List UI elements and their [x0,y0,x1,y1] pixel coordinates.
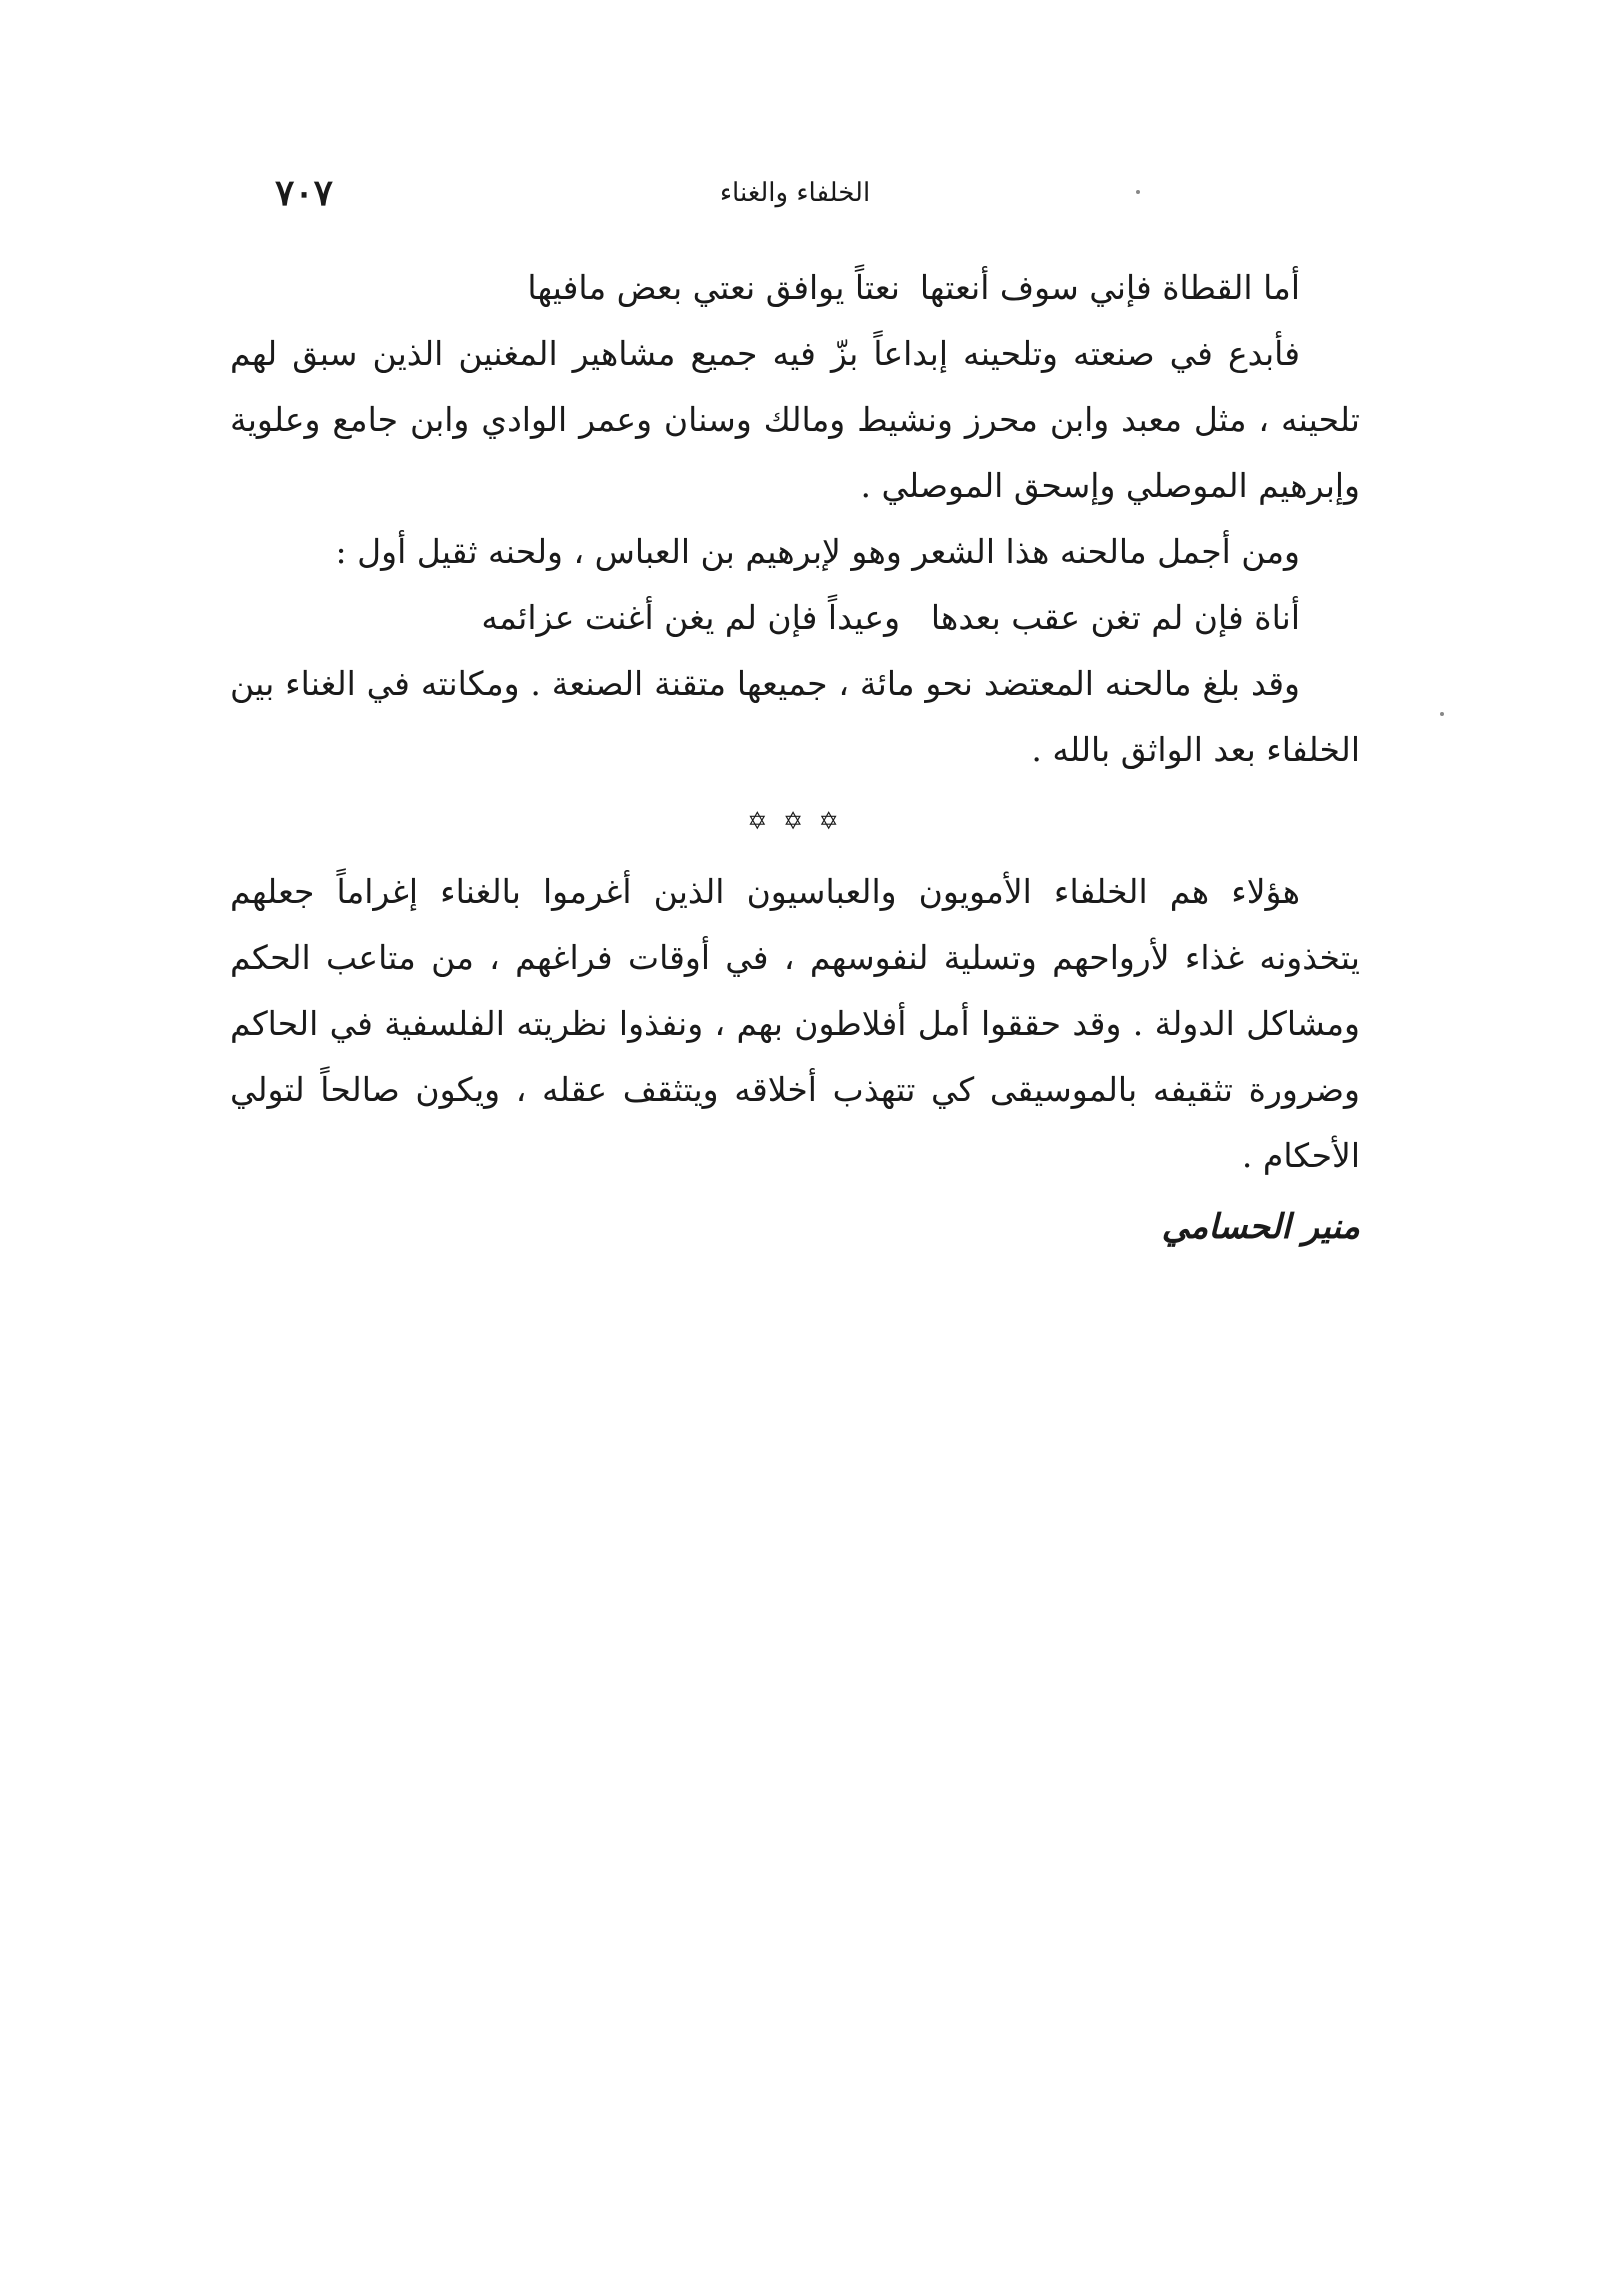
paragraph: ومن أجمل مالحنه هذا الشعر وهو لإبرهيم بن العباس ، ولحنه ثقيل أول : [335,532,1300,571]
verse-first-hemistich: أناة فإن لم تغن عقب بعدها [930,598,1300,637]
verse-second-hemistich: وعيداً فإن لم يغن أغنت عزائمه [481,598,900,637]
verse-second-hemistich: نعتاً يوافق نعتي بعض مافيها [527,268,900,307]
section-separator: ✡ ✡ ✡ [747,807,843,835]
body-text [230,255,1360,1247]
scan-speck [1440,712,1444,716]
poem-verse [230,255,1360,321]
paragraph: وقد بلغ مالحنه المعتضد نحو مائة ، جميعها متقنة الصنعة . ومكانته في الغناء بين الخلفاء بعد الواثق بالله . [230,664,1360,769]
author-signature: منير الحسامي [1161,1207,1360,1247]
verse-first-hemistich: أما القطاة فإني سوف أنعتها [919,268,1300,307]
page-number: ٧٠٧ [275,172,334,214]
page-header [230,168,1360,228]
paragraph: فأبدع في صنعته وتلحينه إبداعاً بزّ فيه جميع مشاهير المغنين الذين سبق لهم تلحينه ، مثل معبد وابن محرز ونشيط ومالك وسنان وعمر الوادي وابن جامع وعلوية وإبرهيم الموصلي وإسحق الموصلي . [230,334,1360,505]
running-title: الخلفاء والغناء [719,178,871,208]
paragraph: هؤلاء هم الخلفاء الأمويون والعباسيون الذين أغرموا بالغناء إغراماً جعلهم يتخذونه غذاء لأرواحهم وتسلية لنفوسهم ، في أوقات فراغهم ، من متاعب الحكم ومشاكل الدولة . وقد حققوا أمل أفلاطون بهم ، ونفذوا نظريته الفلسفية في الحاكم وضرورة تثقيفه بالموسيقى كي تتهذب أخلاقه ويتثقف عقله ، ويكون صالحاً لتولي الأحكام . [230,872,1360,1175]
poem-verse [230,585,1360,651]
